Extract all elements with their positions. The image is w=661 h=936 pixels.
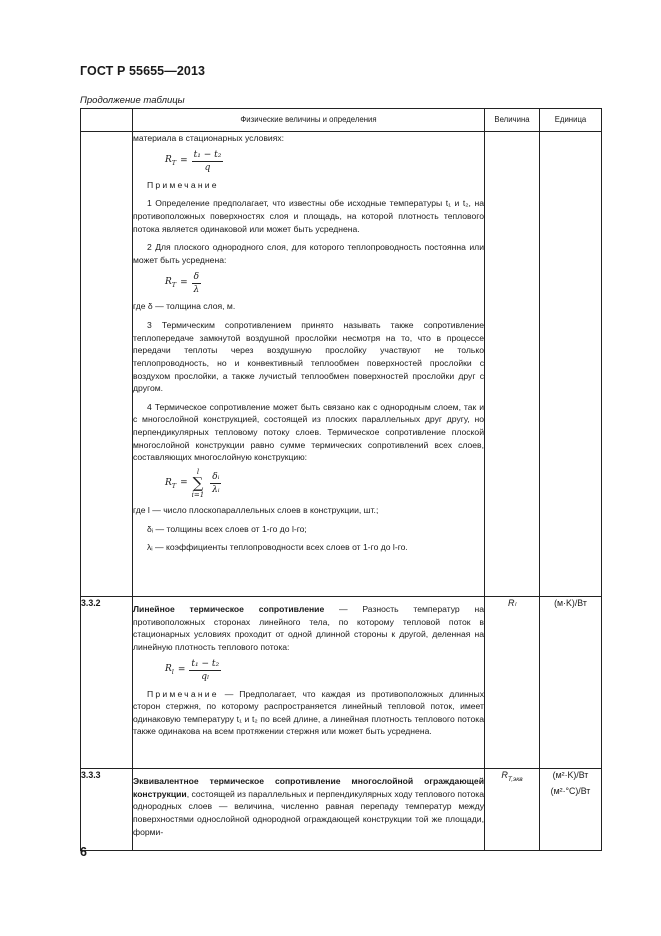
formula-single-layer: $R_T$ = $\frac{\delta}{\lambda}$ <box>165 271 200 295</box>
term-definition: — Разность температур на противоположных сторонах линейного тела, по которому тепловой поток в стационарных условиях проходит от одной длинной стороны к другой, деленная на линейную плотность теплового потока: <box>133 604 484 652</box>
row1-code-cell <box>81 132 133 597</box>
formula-linear-resistance: $R_l$ = $\frac{\text{t₁ − t₂}}{\text{qₗ}}$ <box>165 659 220 682</box>
definition-line: материала в стационарных условиях: <box>133 133 285 143</box>
table-header-row <box>81 109 602 132</box>
note-text: — Предполагает, что каждая из противоположных длинных сторон стержня, по которому распространяется линейный тепловой поток, имеет одинаковую температуру t₁ и t₂ по всей длине, а линейная плотность теплового потока также одинакова на всем протяжении стержня или может быть усреднена. <box>133 688 484 737</box>
page-number: 6 <box>80 845 87 859</box>
delta-definition: где δ — толщина слоя, м. <box>133 301 236 312</box>
l-definition: где l — число плоскопараллельных слоев в конструкции, шт.; <box>133 504 379 515</box>
table-continuation-label: Продолжение таблицы <box>80 95 185 106</box>
quantity-symbol: $R_{T,экв}$ <box>485 769 540 851</box>
table-row <box>81 132 602 597</box>
unit-values <box>540 769 602 851</box>
row2-definition <box>133 597 485 769</box>
document-title: ГОСТ Р 55655—2013 <box>80 64 206 78</box>
note-1: 1 Определение предполагает, что известны обе исходные температуры t₁ и t₂, на противоположных поверхностях слоя и площадь, на которой плотность теплового потока является одинаковой или может быть усреднена. <box>133 198 484 234</box>
row-code: 3.3.2 <box>81 597 133 769</box>
row1-symbol-cell <box>485 132 540 597</box>
term-definition: , состоящей из параллельных и перпендикулярных ходу теплового потока однородных слоев — величина, численно равная перепаду температур между поверхностями однослойной однородной ограждающей конструкции той же площади, форми- <box>133 788 484 837</box>
unit-value-2: (м²·°С)/Вт <box>550 785 591 796</box>
delta-i-definition: δᵢ — толщины всех слоев от 1-го до l-го; <box>147 523 307 534</box>
table-row <box>81 597 602 769</box>
row3-definition <box>133 769 485 851</box>
note-3: 3 Термическим сопротивлением принято называть также сопротивление теплопередаче замкнутой воздушной прослойки несмотря на то, что в процессе передачи теплоты через воздушную прослойку участвуют не только теплопроводность, но и конвективный теплообмен поверхностей прослойки с воздухом прослойки, а также лучистый теплообмен поверхностей прослойки друг с другом. <box>133 320 484 394</box>
header-unit: Единица <box>540 109 602 132</box>
unit-value: (м·K)/Вт <box>540 597 602 769</box>
quantity-symbol: Rₗ <box>485 597 540 769</box>
note-heading: Примечание <box>147 179 219 190</box>
header-quantity: Величина <box>485 109 540 132</box>
definitions-table <box>80 108 602 851</box>
formula-multilayer-sum: $R_T$ = l ∑ i=1 $\frac{\text{δᵢ}}{\text{λᵢ}}$ <box>165 468 220 500</box>
lambda-i-definition: λᵢ — коэффициенты теплопроводности всех слоев от 1-го до l-го. <box>147 542 408 553</box>
term-name: Эквивалентное термическое сопротивление многослойной ограждающей конструкции <box>133 776 484 799</box>
header-definitions: Физические величины и определения <box>133 109 485 132</box>
row-code: 3.3.3 <box>81 769 133 851</box>
term-name: Линейное термическое сопротивление <box>133 604 325 614</box>
row1-definition <box>133 132 485 597</box>
formula-thermal-resistance: $R_T$ = $\frac{\text{t₁ − t₂}}{q}$ <box>165 150 222 174</box>
row1-unit-cell <box>540 132 602 597</box>
header-code-cell <box>81 109 133 132</box>
table-row <box>81 769 602 851</box>
note-heading: Примечание <box>147 688 219 699</box>
note-2: 2 Для плоского однородного слоя, для которого теплопроводность постоянна или может быть усреднена: <box>133 242 484 265</box>
unit-value-1: (м²·K)/Вт <box>552 770 589 780</box>
note-4: 4 Термическое сопротивление может быть связано как с однородным слоем, так и с многослойной конструкцией, состоящей из плоских параллельных друг другу, но перпендикулярных тепловому потоку слоев. Термическое сопротивление плоской многослойной конструкции равно сумме термических сопротивлений всех слоев, составляющих многослойную конструкцию: <box>133 401 484 463</box>
